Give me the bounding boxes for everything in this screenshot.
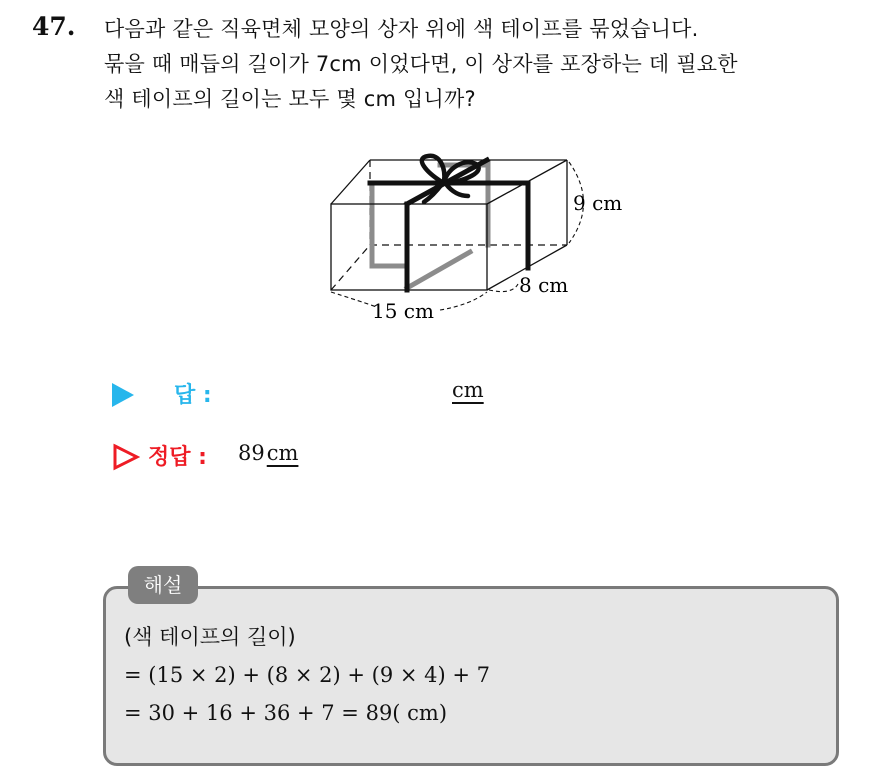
question-line-1: 다음과 같은 직육면체 모양의 상자 위에 색 테이프를 묶었습니다. xyxy=(104,17,699,41)
correct-answer-label: 정답 : xyxy=(148,445,207,470)
answer-blank-unit[interactable]: cm xyxy=(452,378,484,402)
box-figure xyxy=(320,150,650,330)
width-label: 15 cm xyxy=(372,299,434,323)
correct-answer-unit: cm xyxy=(266,441,299,465)
correct-answer-number: 89 xyxy=(238,441,265,465)
answer-label: 답 : xyxy=(174,383,212,408)
question-line-2: 묶을 때 매듭의 길이가 7cm 이었다면, 이 상자를 포장하는 데 필요한 xyxy=(104,52,738,76)
solution-lines xyxy=(124,618,490,732)
depth-label: 8 cm xyxy=(519,273,569,297)
width-dimension-curve xyxy=(331,292,376,307)
box-top-left-edge xyxy=(331,160,370,204)
solution-line-2: = (15 × 2) + (8 × 2) + (9 × 4) + 7 xyxy=(124,663,490,687)
question-number: 47. xyxy=(32,12,76,41)
correct-marker-icon xyxy=(112,443,140,471)
correct-answer-value xyxy=(238,441,298,465)
answer-row xyxy=(108,378,608,410)
width-dimension-curve-right xyxy=(440,292,487,310)
question-line-3: 색 테이프의 길이는 모두 몇 cm 입니까? xyxy=(104,87,476,111)
hidden-tape-bottom-diag xyxy=(407,252,470,288)
correct-answer-row xyxy=(108,440,608,472)
visible-tape xyxy=(370,160,528,290)
solution-tab: 해설 xyxy=(128,566,198,604)
solution-line-1: (색 테이프의 길이) xyxy=(124,625,296,649)
question-text xyxy=(104,12,874,117)
height-label: 9 cm xyxy=(573,191,623,215)
hidden-edge-bottom-left xyxy=(331,245,370,290)
depth-dimension-curve xyxy=(489,284,518,292)
answer-marker-icon xyxy=(112,383,134,407)
solution-line-3: = 30 + 16 + 36 + 7 = 89( cm) xyxy=(124,701,448,725)
